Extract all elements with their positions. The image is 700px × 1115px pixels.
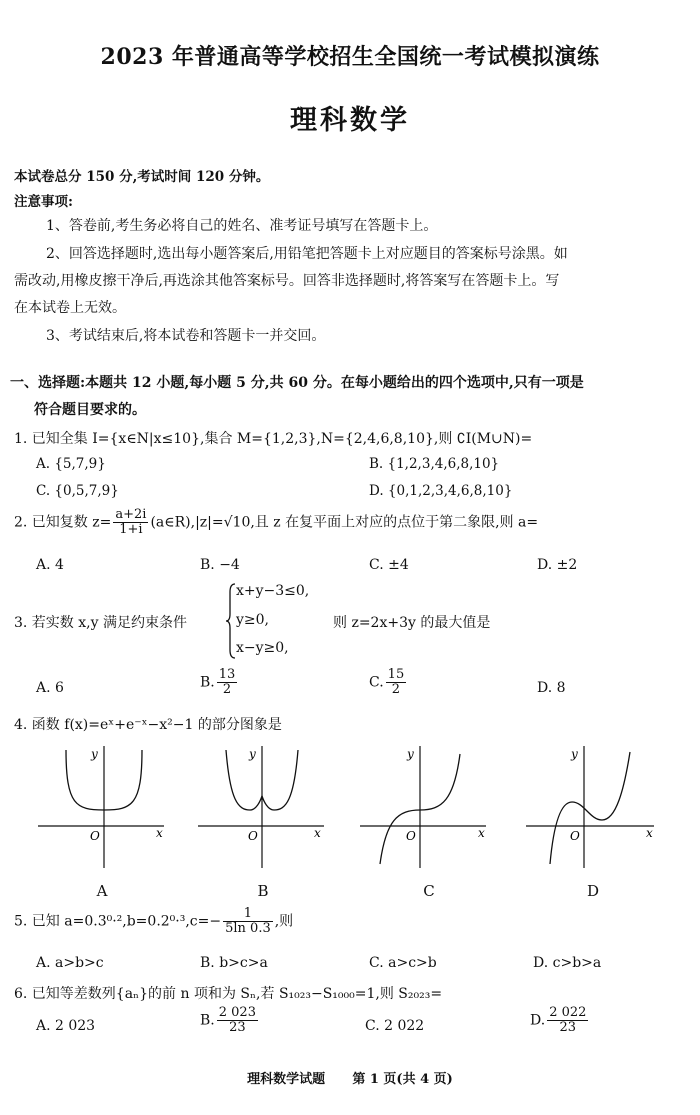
note-3: 3、考试结束后,将本试卷和答题卡一并交回。	[46, 328, 326, 344]
q5-option-a: A. a>b>c	[36, 955, 104, 971]
q3-constraint-3: x−y≥0,	[236, 640, 289, 656]
q3-option-c-fraction	[386, 668, 407, 697]
q5-option-c: C. a>c>b	[369, 955, 437, 971]
q3-constraint-2: y≥0,	[236, 612, 269, 628]
q6-b-num: 2 023	[218, 1005, 256, 1020]
q3-constraint-1: x+y−3≤0,	[236, 583, 310, 599]
section-heading-line-1: 一、选择题:本题共 12 小题,每小题 5 分,共 60 分。在每小题给出的四个选项中,只有一项是	[10, 375, 584, 391]
q2-option-d: D. ±2	[537, 557, 578, 573]
q6-option-d	[530, 1006, 590, 1035]
graph-c-origin: O	[406, 829, 416, 843]
exam-info: 本试卷总分 150 分,考试时间 120 分钟。	[14, 169, 270, 185]
q6-option-d-fraction	[547, 1006, 588, 1035]
q6-option-b-letter: B.	[200, 1012, 215, 1029]
q3-c-den: 2	[391, 682, 401, 697]
q3-option-d: D. 8	[537, 680, 566, 696]
q5-frac-num: 1	[223, 907, 273, 922]
q2-stem	[14, 508, 538, 537]
q3-option-b-fraction	[217, 668, 238, 697]
graph-b-y-label: y	[249, 747, 256, 761]
q4-label-d: D	[586, 882, 600, 900]
note-2-line-2: 需改动,用橡皮擦干净后,再选涂其他答案标号。回答非选择题时,将答案写在答题卡上。写	[14, 273, 560, 289]
graph-d-origin: O	[570, 829, 580, 843]
q2-option-b: B. −4	[200, 557, 240, 573]
graph-a-origin: O	[90, 829, 100, 843]
q6-option-b-fraction	[217, 1006, 258, 1035]
q1-option-c: C. {0,5,7,9}	[36, 483, 119, 499]
q2-option-c: C. ±4	[369, 557, 409, 573]
graph-c-x-label: x	[478, 826, 485, 840]
q2-frac-den: 1+i	[119, 522, 143, 537]
note-2-line-1: 2、回答选择题时,选出每小题答案后,用铅笔把答题卡上对应题目的答案标号涂黑。如	[46, 246, 568, 262]
q6-b-den: 23	[229, 1020, 246, 1035]
footer-page-number: 第 1 页(共 4 页)	[352, 1072, 453, 1087]
q4-graph-c	[358, 740, 498, 870]
q6-option-c: C. 2 022	[365, 1018, 425, 1034]
q4-graph-d	[524, 740, 664, 870]
note-1: 1、答卷前,考生务必将自己的姓名、准考证号填写在答题卡上。	[46, 218, 438, 234]
page-footer	[0, 1068, 700, 1087]
q3-option-a: A. 6	[36, 680, 64, 696]
subject-title: 理科数学	[290, 105, 410, 136]
graph-a-y-label: y	[91, 747, 98, 761]
q5-stem-post: ,则	[274, 913, 294, 930]
graph-c-y-label: y	[407, 747, 414, 761]
q6-d-den: 23	[559, 1020, 577, 1035]
q4-graph-a	[36, 740, 176, 870]
q1-option-b: B. {1,2,3,4,6,8,10}	[369, 456, 500, 472]
q6-stem: 6. 已知等差数列{aₙ}的前 n 项和为 Sₙ,若 S₁₀₂₃−S₁₀₀₀=1,则 S₂₀₂₃=	[14, 986, 443, 1002]
q4-label-b: B	[257, 882, 269, 900]
q5-stem-pre: 5. 已知 a=0.3⁰·²,b=0.2⁰·³,c=−	[14, 913, 222, 930]
graph-a-x-label: x	[156, 826, 163, 840]
q6-option-d-letter: D.	[530, 1012, 546, 1029]
q5-option-b: B. b>c>a	[200, 955, 268, 971]
q2-frac-num: a+2i	[115, 507, 147, 522]
footer-subject: 理科数学试题	[247, 1072, 326, 1087]
q3-option-b-letter: B.	[200, 674, 215, 691]
q2-stem-pre: 2. 已知复数 z=	[14, 514, 112, 531]
q1-stem: 1. 已知全集 I={x∈N|x≤10},集合 M={1,2,3},N={2,4,6,8,10},则 ∁I(M∪N)=	[14, 431, 533, 447]
q3-b-num: 13	[218, 667, 236, 682]
q3-option-c-letter: C.	[369, 674, 384, 691]
q2-option-a: A. 4	[36, 557, 64, 573]
q5-stem	[14, 907, 293, 936]
q5-option-d: D. c>b>a	[533, 955, 602, 971]
q5-fraction	[223, 907, 273, 936]
q4-label-c: C	[423, 882, 435, 900]
q3-c-num: 15	[387, 667, 405, 682]
q1-option-d: D. {0,1,2,3,4,6,8,10}	[369, 483, 513, 499]
q4-label-a: A	[96, 882, 108, 900]
section-heading-line-2: 符合题目要求的。	[34, 402, 146, 418]
notice-heading: 注意事项:	[14, 194, 73, 210]
graph-d-y-label: y	[571, 747, 578, 761]
q6-option-a: A. 2 023	[36, 1018, 96, 1034]
q4-graph-b	[196, 740, 336, 870]
graph-b-x-label: x	[314, 826, 321, 840]
q3-b-den: 2	[222, 682, 232, 697]
q6-option-b	[200, 1006, 260, 1035]
q2-fraction	[113, 508, 148, 537]
graph-b-origin: O	[248, 829, 258, 843]
exam-title: 2023 年普通高等学校招生全国统一考试模拟演练	[100, 44, 600, 70]
q3-option-c	[369, 668, 408, 697]
q6-d-num: 2 022	[549, 1005, 587, 1020]
q3-option-b	[200, 668, 239, 697]
note-2-line-3: 在本试卷上无效。	[14, 300, 126, 316]
q2-stem-post: (a∈R),|z|=√10,且 z 在复平面上对应的点位于第二象限,则 a=	[150, 514, 539, 531]
q5-frac-den: 5ln 0.3	[225, 921, 271, 936]
q3-stem-post: 则 z=2x+3y 的最大值是	[333, 615, 491, 631]
q4-stem: 4. 函数 f(x)=eˣ+e⁻ˣ−x²−1 的部分图象是	[14, 717, 282, 733]
graph-d-x-label: x	[646, 826, 653, 840]
q3-stem-pre: 3. 若实数 x,y 满足约束条件	[14, 615, 187, 631]
q1-option-a: A. {5,7,9}	[36, 456, 106, 472]
